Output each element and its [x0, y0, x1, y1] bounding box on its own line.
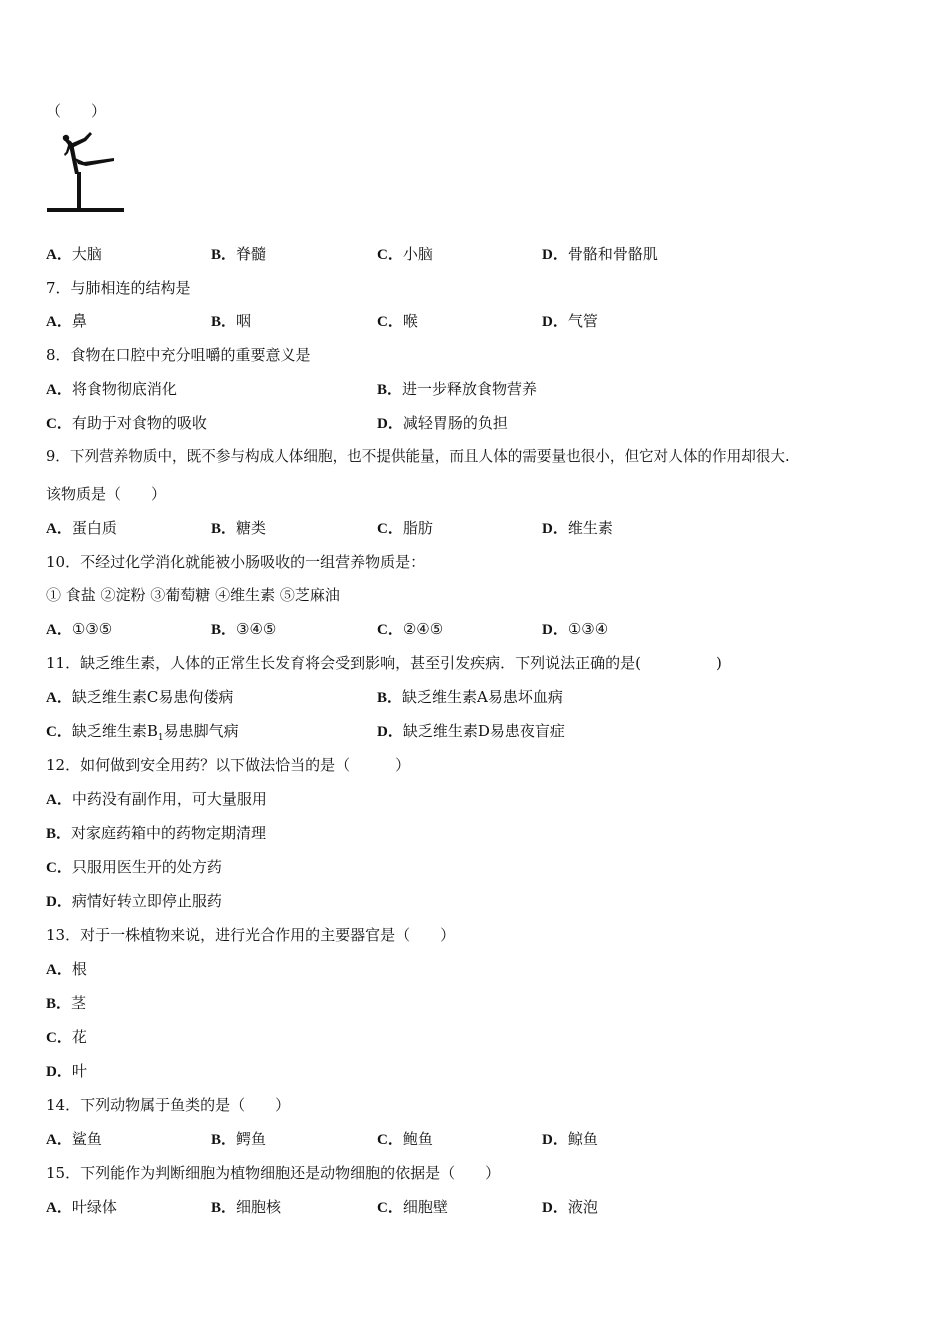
q6-paren: （ ） [46, 102, 107, 120]
q12-option-b[interactable]: B．对家庭药箱中的药物定期清理 [46, 824, 267, 842]
q15-stem: 15．下列能作为判断细胞为植物细胞还是动物细胞的依据是（ ） [46, 1164, 501, 1182]
q9-option-d[interactable]: D．维生素 [542, 519, 613, 537]
q11-option-d[interactable]: D．缺乏维生素D易患夜盲症 [377, 722, 565, 740]
q13-stem: 13．对于一株植物来说，进行光合作用的主要器官是（ ） [46, 926, 456, 944]
q9-stem: 9．下列营养物质中，既不参与构成人体细胞，也不提供能量，而且人体的需要量也很小，但它对人体的作用却很大. [46, 448, 790, 465]
q11-stem: 11．缺乏维生素，人体的正常生长发育将会受到影响，甚至引发疾病．下列说法正确的是( ) [46, 654, 722, 672]
q11-option-c[interactable]: C．缺乏维生素$B_1$易患脚气病 [46, 722, 239, 743]
q8-option-a[interactable]: A．将食物彻底消化 [46, 380, 177, 398]
q12-option-c[interactable]: C．只服用医生开的处方药 [46, 858, 222, 876]
q10-option-b[interactable]: B．③④⑤ [211, 620, 277, 638]
q7-stem: 7．与肺相连的结构是 [46, 279, 191, 297]
q15-option-a[interactable]: A．叶绿体 [46, 1198, 117, 1216]
q14-option-a[interactable]: A．鲨鱼 [46, 1130, 102, 1148]
q9-option-c[interactable]: C．脂肪 [377, 519, 433, 537]
q15-option-c[interactable]: C．细胞壁 [377, 1198, 448, 1216]
q14-option-c[interactable]: C．鲍鱼 [377, 1130, 433, 1148]
q15-option-b[interactable]: B．细胞核 [211, 1198, 282, 1216]
q10-option-a[interactable]: A．①③⑤ [46, 620, 113, 638]
q8-option-c[interactable]: C．有助于对食物的吸收 [46, 414, 207, 432]
q15-option-d[interactable]: D．液泡 [542, 1198, 598, 1216]
q14-option-d[interactable]: D．鲸鱼 [542, 1130, 598, 1148]
q12-stem: 12．如何做到安全用药？以下做法恰当的是（ ） [46, 756, 411, 774]
q10-option-d[interactable]: D．①③④ [542, 620, 609, 638]
q14-option-b[interactable]: B．鳄鱼 [211, 1130, 267, 1148]
q8-stem: 8．食物在口腔中充分咀嚼的重要意义是 [46, 346, 311, 364]
q13-option-d[interactable]: D．叶 [46, 1062, 87, 1080]
q8-option-b[interactable]: B．进一步释放食物营养 [377, 380, 538, 398]
q11-option-b[interactable]: B．缺乏维生素A易患坏血病 [377, 688, 563, 706]
q9-option-b[interactable]: B．糖类 [211, 519, 267, 537]
q6-option-d[interactable]: D．骨骼和骨骼肌 [542, 245, 658, 263]
q10-stem: 10．不经过化学消化就能被小肠吸收的一组营养物质是： [46, 553, 426, 571]
q13-option-c[interactable]: C．花 [46, 1028, 87, 1046]
q8-option-d[interactable]: D．减轻胃肠的负担 [377, 414, 508, 432]
q13-option-a[interactable]: A．根 [46, 960, 87, 978]
q6-option-c[interactable]: C．小脑 [377, 245, 433, 263]
q7-option-b[interactable]: B．咽 [211, 312, 252, 330]
q11-option-a[interactable]: A．缺乏维生素C易患佝偻病 [46, 688, 234, 706]
q12-option-d[interactable]: D．病情好转立即停止服药 [46, 892, 222, 910]
q6-option-b[interactable]: B．脊髓 [211, 245, 267, 263]
q9-option-a[interactable]: A．蛋白质 [46, 519, 117, 537]
gymnast-balance-beam-figure [44, 128, 128, 216]
q12-option-a[interactable]: A．中药没有副作用，可大量服用 [46, 790, 267, 808]
q6-option-a[interactable]: A．大脑 [46, 245, 102, 263]
q7-option-d[interactable]: D．气管 [542, 312, 598, 330]
q13-option-b[interactable]: B．茎 [46, 994, 87, 1012]
q10-option-c[interactable]: C．②④⑤ [377, 620, 444, 638]
q14-stem: 14．下列动物属于鱼类的是（ ） [46, 1096, 291, 1114]
q9-stem-continued: 该物质是（ ） [46, 485, 167, 503]
q7-option-c[interactable]: C．喉 [377, 312, 418, 330]
q7-option-a[interactable]: A．鼻 [46, 312, 87, 330]
q10-items: ① 食盐 ②淀粉 ③葡萄糖 ④维生素 ⑤芝麻油 [46, 586, 340, 604]
